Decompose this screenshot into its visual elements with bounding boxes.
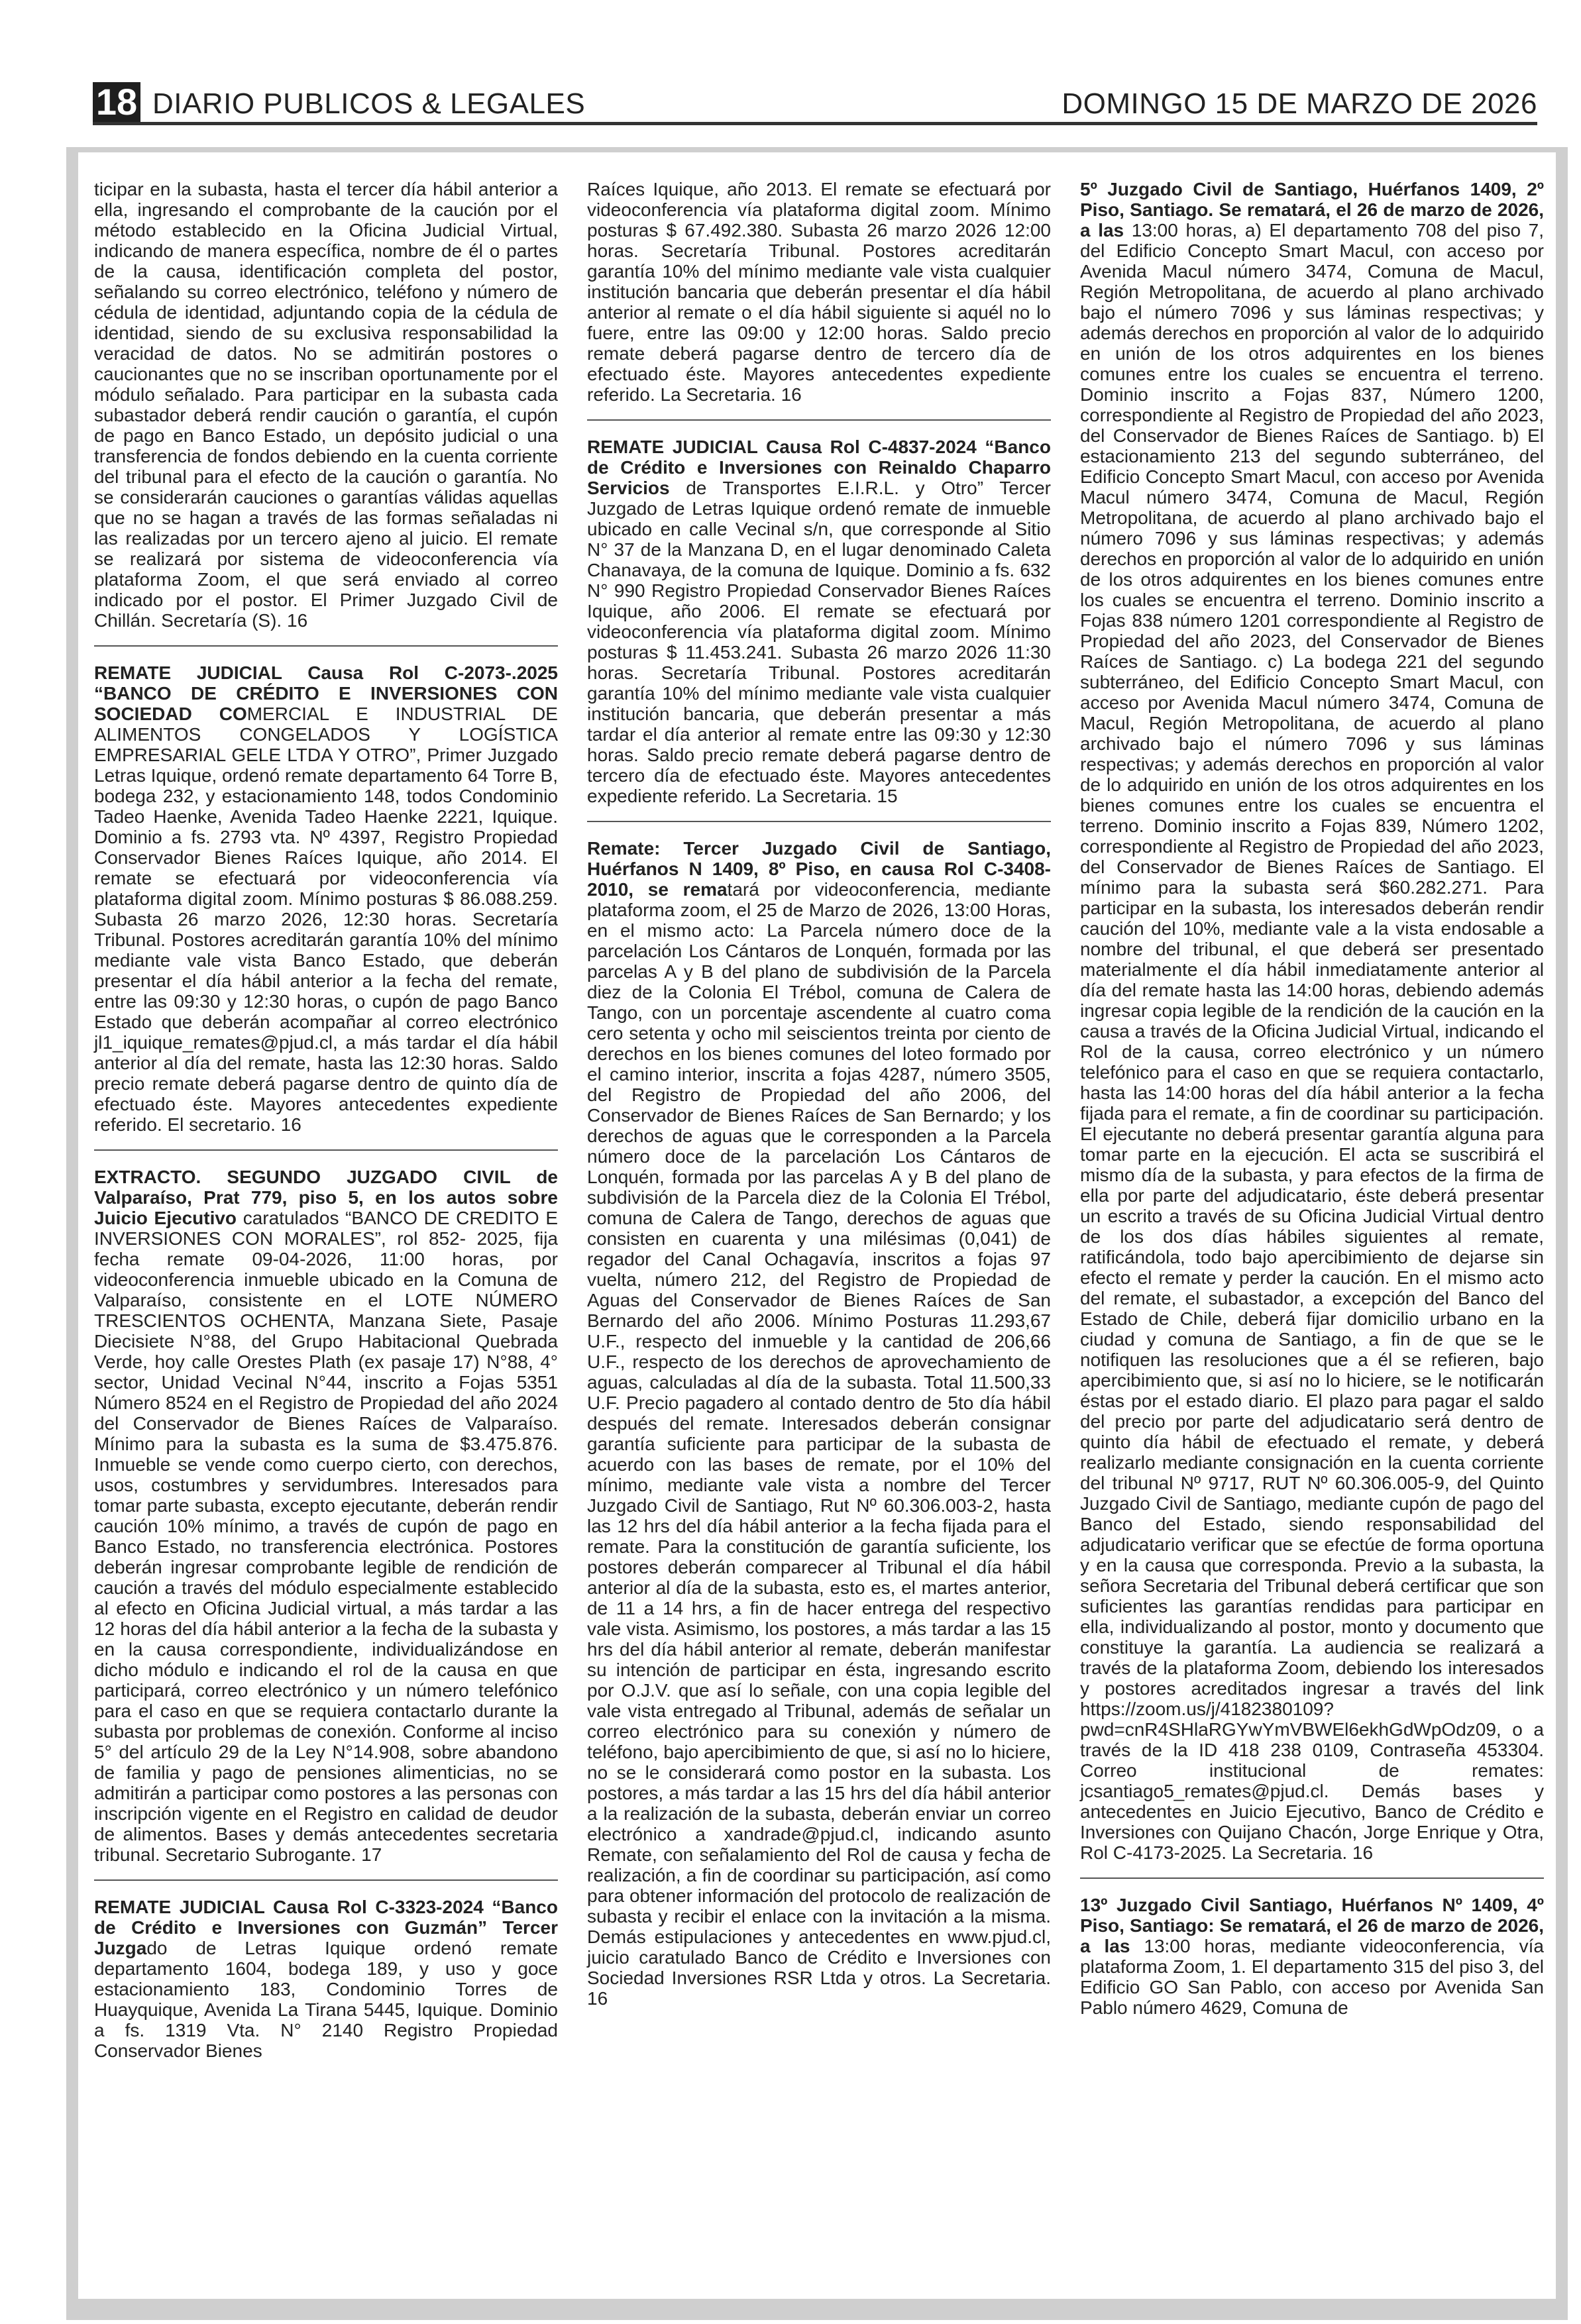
notice-body: Raíces Iquique, año 2013. El remate se efectuará por videoconferencia vía plataforma digital zoom. Mínimo posturas $ 67.492.380. Subasta 26 marzo 2026 12:00 horas. Secretaría Tribunal. Postores acreditarán garantía 10% del mínimo mediante vale vista cualquier institución bancaria que deberán presentar el día hábil anterior al remate o el día hábil siguiente si aquél no lo fuere, entre las 09:00 y 12:00 horas. Saldo precio remate deberá pagarse dentro de tercero día de efectuado éste. Mayores antecedentes expediente referido. La Secretaria. 16: [587, 179, 1051, 405]
column-2: [587, 179, 1051, 2009]
notice-lead: Remate: Tercer Juzgado Civil de Santiago, Huérfanos N 1409, 8º Piso, en causa Rol C-3408-2010, se rema: [587, 838, 1051, 900]
notice-lead: 13º Juzgado Civil Santiago, Huérfanos Nº 1409, 4º Piso, Santiago: Se rematará, el 26 de marzo de 2026, a las: [1080, 1895, 1544, 1956]
legal-notice: [94, 1167, 558, 1865]
notice-divider: [587, 419, 1051, 421]
notice-body: de Transportes E.I.R.L. y Otro” Tercer Juzgado de Letras Iquique ordenó remate de inmueble ubicado en calle Vecinal s/n, que corresponde al Sitio N° 37 de la Manzana D, en el lugar denominado Caleta Chanavaya, de la comuna de Iquique. Dominio a fs. 632 N° 990 Registro Propiedad Conservador Bienes Raíces Iquique, año 2006. El remate se efectuará por videoconferencia vía plataforma digital zoom. Mínimo posturas $ 11.453.241. Subasta 26 marzo 2026 11:30 horas. Secretaría Tribunal. Postores acreditarán garantía 10% del mínimo mediante vale vista cualquier institución bancaria, que deberán presentar a más tardar el día anterior al remate entre las 09:30 y 12:30 horas. Saldo precio remate deberá pagarse dentro de tercero día de efectuado éste. Mayores antecedentes expediente referido. La Secretaria. 15: [587, 478, 1051, 806]
notice-body: do de Letras Iquique ordenó remate departamento 1604, bodega 189, y uso y goce estacionamiento 183, Condominio Torres de Huayquique, Avenida La Tirana 5445, Iquique. Dominio a fs. 1319 Vta. N° 2140 Registro Propiedad Conservador Bienes: [94, 1938, 558, 2061]
content-frame: [66, 147, 1568, 2320]
notice-lead: 5º Juzgado Civil de Santiago, Huérfanos 1409, 2º Piso, Santiago. Se rematará, el 26 de marzo de 2026, a las: [1080, 179, 1544, 240]
notice-lead: EXTRACTO. SEGUNDO JUZGADO CIVIL de Valparaíso, Prat 779, piso 5, en los autos sobre Juicio Ejecutivo: [94, 1167, 558, 1228]
notice-body: tará por videoconferencia, mediante plataforma zoom, el 25 de Marzo de 2026, 13:00 Horas, en el mismo acto: La Parcela número doce de la parcelación Los Cántaros de Lonquén, formada por las parcelas A y B del plano de subdivisión de la Parcela diez de la Colonia El Trébol, comuna de Calera de Tango, con un porcentaje ascendente al cuatro coma cero setenta y ocho mil seiscientos treinta por ciento de derechos en los bienes comunes del loteo formado por el camino interior, inscrita a fojas 4287, número 3505, del Registro de Propiedad del año 2006, del Conservador de Bienes Raíces de San Bernardo; y los derechos de aguas que le corresponden a la Parcela número doce de la parcelación Los Cántaros de Lonquén, formada por las parcelas A y B del plano de subdivisión de la Parcela diez de la Colonia El Trébol, comuna de Calera de Tango, derechos de aguas que consisten en cuarenta y una milésimas (0,041) de regador del Canal Ochagavía, inscritos a fojas 97 vuelta, número 212, del Registro de Propiedad de Aguas del Conservador de Bienes Raíces de San Bernardo del año 2006. Mínimo Posturas 11.293,67 U.F., respecto del inmueble y la cantidad de 206,66 U.F., respecto de los derechos de aprovechamiento de aguas, calculadas al día de la subasta. Total 11.500,33 U.F. Precio pagadero al contado dentro de 5to día hábil después del remate. Interesados deberán consignar garantía suficiente para participar de la subasta de acuerdo con las bases de remate, por el 10% del mínimo, mediante vale vista a nombre del Tercer Juzgado Civil de Santiago, Rut Nº 60.306.003-2, hasta las 12 hrs del día hábil anterior a la fecha fijada para el remate. Para la constitución de garantía suficiente, los postores deberán comparecer al Tribunal el día hábil anterior al día de la subasta, esto es, el martes anterior, de 11 a 14 hrs, a fin de hacer entrega del respectivo vale vista. Asimismo, los postores, a más tardar a las 15 hrs del día hábil anterior al remate, deberán manifestar su intención de participar en ésta, ingresando escrito por O.J.V. que así lo señale, con una copia legible del vale vista entregado al Tribunal, además de señalar un correo electrónico para su conexión y número de teléfono, bajo apercibimiento de que, si así no lo hiciere, no se le considerará como postor en la subasta. Los postores, a más tardar a las 15 hrs del día hábil anterior a la realización de la subasta, deberán enviar un correo electrónico a xandrade@pjud.cl, indicando asunto Remate, con señalamiento del Rol de causa y fecha de realización, a fin de coordinar su participación, así como para obtener información del protocolo de realización de subasta y recibir el enlace con la invitación a la misma. Demás estipulaciones y antecedentes en www.pjud.cl, juicio caratulado Banco de Crédito e Inversiones con Sociedad Inversiones RSR Ltda y otros. La Secretaria. 16: [587, 879, 1051, 2009]
publication-date: DOMINGO 15 DE MARZO DE 2026: [1062, 87, 1537, 120]
page-number: 18: [93, 82, 140, 122]
legal-notice: [94, 662, 558, 1135]
legal-notice: [587, 437, 1051, 806]
notice-divider: [94, 1879, 558, 1881]
notice-divider: [94, 645, 558, 647]
column-1: [94, 179, 558, 2061]
publication-name: DIARIO PUBLICOS & LEGALES: [152, 87, 586, 120]
notice-body: caratulados “BANCO DE CREDITO E INVERSIONES CON MORALES”, rol 852- 2025, fija fecha remate 09-04-2026, 11:00 horas, por videoconferencia inmueble ubicado en la Comuna de Valparaíso, consistente en el LOTE NÚMERO TRESCIENTOS OCHENTA, Manzana Siete, Pasaje Diecisiete N°88, del Grupo Habitacional Quebrada Verde, hoy calle Orestes Plath (ex pasaje 17) N°88, 4° sector, Unidad Vecinal N°44, inscrito a Fojas 5351 Número 8524 en el Registro de Propiedad del año 2024 del Conservador de Bienes Raíces de Valparaíso. Mínimo para la subasta es la suma de $3.475.876. Inmueble se vende como cuerpo cierto, con derechos, usos, costumbres y servidumbres. Interesados para tomar parte subasta, excepto ejecutante, deberán rendir caución 10% mínimo, a través de cupón de pago en Banco Estado, no transferencia electrónica. Postores deberán ingresar comprobante legible de rendición de caución a través del módulo especialmente establecido al efecto en Oficina Judicial virtual, a más tardar a las 12 horas del día hábil anterior a la fecha de la subasta y en la causa correspondiente, individualizándose en dicho módulo e indicando el rol de la causa en que participará, correo electrónico y un número telefónico para el caso en que se requiera contactarlo durante la subasta por problemas de conexión. Conforme al inciso 5° del artículo 29 de la Ley N°14.908, sobre abandono de familia y pago de pensiones alimenticias, no se admitirán a participar como postores a las personas con inscripción vigente en el Registro en calidad de deudor de alimentos. Bases y demás antecedentes secretaria tribunal. Secretario Subrogante. 17: [94, 1208, 558, 1865]
legal-notice: [587, 179, 1051, 405]
notice-body: ticipar en la subasta, hasta el tercer día hábil anterior a ella, ingresando el comprobante de la caución por el método establecido en la Oficina Judicial Virtual, indicando de manera específica, nombre de él o partes de la causa, identificación completa del postor, señalando su correo electrónico, teléfono y número de cédula de identidad, adjuntando copia de la cédula de identidad, siendo de su exclusiva responsabilidad la veracidad de datos. No se admitirán postores o caucionantes que no se inscriban oportunamente por el módulo señalado. Para participar en la subasta cada subastador deberá rendir caución o garantía, el cupón de pago en Banco Estado, un depósito judicial o una transferencia de fondos debiendo en la cuenta corriente del tribunal para el efecto de la caución o garantía. No se considerarán cauciones o garantías válidas aquellas que no se hagan a través de las formas señaladas ni las realizadas por un tercero ajeno al juicio. El remate se realizará por sistema de videoconferencia vía plataforma Zoom, el que será enviado al correo indicado por el postor. El Primer Juzgado Civil de Chillán. Secretaría (S). 16: [94, 179, 558, 631]
notice-body: 13:00 horas, mediante videoconferencia, vía plataforma Zoom, 1. El departamento 315 del piso 3, del Edificio GO San Pablo, con acceso por Avenida San Pablo número 4629, Comuna de: [1080, 1936, 1545, 2018]
notice-lead: REMATE JUDICIAL Causa Rol C-2073-.2025 “BANCO DE CRÉDITO E INVERSIONES CON SOCIEDAD CO: [94, 662, 558, 724]
notice-divider: [1080, 1877, 1544, 1879]
notice-lead: REMATE JUDICIAL Causa Rol C-3323-2024 “Banco de Crédito e Inversiones con Guzmán” Tercer Juzga: [94, 1897, 558, 1958]
column-3: [1080, 179, 1544, 2018]
legal-notice: [587, 838, 1051, 2009]
notice-divider: [587, 821, 1051, 822]
legal-notice: [94, 179, 558, 631]
page-header: [93, 83, 1537, 125]
content-sheet: [78, 152, 1556, 2299]
legal-notice: [1080, 1895, 1544, 2018]
notice-body: 13:00 horas, a) El departamento 708 del piso 7, del Edificio Concepto Smart Macul, con acceso por Avenida Macul número 3474, Comuna de Macul, Región Metropolitana, de acuerdo al plano archivado bajo el número 7096 y sus láminas respectivas; y además derechos en proporción al valor de lo adquirido en unión de los otros adquirentes en los bienes comunes entre los cuales se encuentra el terreno. Dominio inscrito a Fojas 837, Número 1200, correspondiente al Registro de Propiedad del año 2023, del Conservador de Bienes Raíces de Santiago. b) El estacionamiento 213 del segundo subterráneo, del Edificio Concepto Smart Macul, con acceso por Avenida Macul número 3474, Comuna de Macul, Región Metropolitana, de acuerdo al plano archivado bajo el número 7096 y sus láminas respectivas; y además derechos en proporción al valor de lo adquirido en unión de los otros adquirentes en los bienes comunes entre los cuales se encuentra el terreno. Dominio inscrito a Fojas 838 número 1201 correspondiente al Registro de Propiedad del año 2023, del Conservador de Bienes Raíces de Santiago. c) La bodega 221 del segundo subterráneo, del Edificio Concepto Smart Macul, con acceso por Avenida Macul número 3474, Comuna de Macul, Región Metropolitana, de acuerdo al plano archivado bajo el número 7096 y sus láminas respectivas; y además derechos en proporción al valor de lo adquirido en unión de los otros adquirentes en los bienes comunes entre los cuales se encuentra el terreno. Dominio inscrito a Fojas 839, Número 1202, correspondiente al Registro de Propiedad del año 2023, del Conservador de Bienes Raíces de Santiago. El mínimo para la subasta será $60.282.271. Para participar en la subasta, los interesados deberán rendir caución del 10%, mediante vale a la vista endosable a nombre del tribunal, el que deberá ser presentado materialmente el día hábil inmediatamente anterior al día del remate hasta las 14:00 horas, debiendo además ingresar copia legible de la rendición de la caución en la causa a través de la Oficina Judicial Virtual, indicando el Rol de la causa, correo electrónico y un número telefónico para el caso en que se requiera contactarlo, hasta las 14:00 horas del día hábil anterior a la fecha fijada para el remate, a fin de coordinar su participación. El ejecutante no deberá presentar garantía alguna para tomar parte en la ejecución. El acta se suscribirá el mismo día de la subasta, y para efectos de la firma de ella por parte del adjudicatario, éste deberá presentar un escrito a través de su Oficina Judicial Virtual dentro de los dos días hábiles siguientes al remate, ratificándola, todo bajo apercibimiento de dejarse sin efecto el remate y perder la caución. En el mismo acto del remate, el subastador, a excepción del Banco del Estado de Chile, deberá fijar domicilio urbano en la ciudad y comuna de Santiago, a fin de que se le notifiquen las resoluciones que a él se refieren, bajo apercibimiento que, si así no lo hiciere, se le notificarán éstas por el estado diario. El plazo para pagar el saldo del precio por parte del adjudicatario será dentro de quinto día hábil de efectuado el remate, y deberá realizarlo mediante consignación en la cuenta corriente del tribunal Nº 9717, RUT Nº 60.306.005-9, del Quinto Juzgado Civil de Santiago, mediante cupón de pago del Banco del Estado, siendo responsabilidad del adjudicatario verificar que se efectúe de forma oportuna y en la causa que corresponda. Previo a la subasta, la señora Secretaria del Tribunal deberá certificar que son suficientes las garantías rendidas para participar en ella, individualizando al postor, monto y documento que constituye la garantía. La audiencia se realizará a través de la plataforma Zoom, debiendo los interesados y postores acreditados ingresar a través del link https://zoom.us/j/4182380109?pwd=cnR4SHlaRGYwYmVBWEl6ekhGdWpOdz09, o a través de la ID 418 238 0109, Contraseña 453304. Correo institucional de remates: jcsantiago5_remates@pjud.cl. Demás bases y antecedentes en Juicio Ejecutivo, Banco de Crédito e Inversiones con Quijano Chacón, Jorge Enrique y Otra, Rol C-4173-2025. La Secretaria. 16: [1080, 220, 1544, 1863]
notice-divider: [94, 1149, 558, 1151]
legal-notice: [1080, 179, 1544, 1863]
legal-notice: [94, 1897, 558, 2061]
notice-lead: REMATE JUDICIAL Causa Rol C-4837-2024 “Banco de Crédito e Inversiones con Reinaldo Chaparro Servicios: [587, 437, 1051, 498]
notice-body: MERCIAL E INDUSTRIAL DE ALIMENTOS CONGELADOS Y LOGÍSTICA EMPRESARIAL GELE LTDA Y OTRO”, Primer Juzgado Letras Iquique, ordenó remate departamento 64 Torre B, bodega 232, y estacionamiento 148, todos Condominio Tadeo Haenke, Avenida Tadeo Haenke 2221, Iquique. Dominio a fs. 2793 vta. Nº 4397, Registro Propiedad Conservador Bienes Raíces Iquique, año 2014. El remate se efectuará por videoconferencia vía plataforma digital zoom. Mínimo posturas $ 86.088.259. Subasta 26 marzo 2026, 12:30 horas. Secretaría Tribunal. Postores acreditarán garantía 10% del mínimo mediante vale vista Banco Estado, que deberán presentar el día hábil anterior a la fecha del remate, entre las 09:30 y 12:30 horas, o cupón de pago Banco Estado que deberán acompañar al correo electrónico jl1_iquique_remates@pjud.cl, a más tardar el día hábil anterior al día del remate, hasta las 12:30 horas. Saldo precio remate deberá pagarse dentro de quinto día de efectuado éste. Mayores antecedentes expediente referido. El secretario. 16: [94, 704, 558, 1135]
